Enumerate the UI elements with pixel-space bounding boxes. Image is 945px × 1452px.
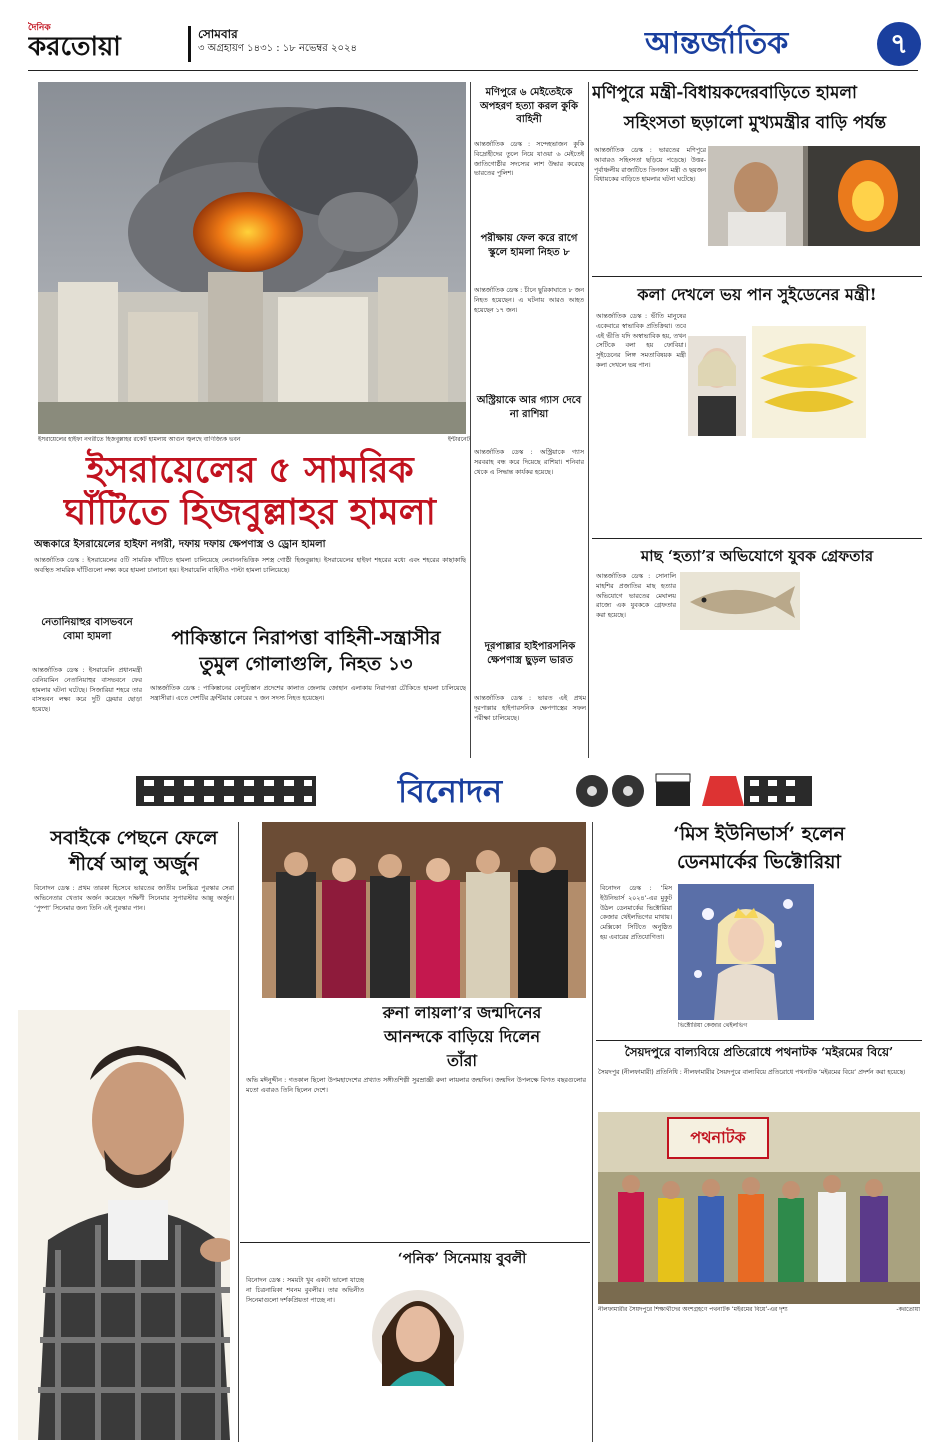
runa-title-line3: তাঁরা <box>446 1051 478 1070</box>
bubly-body-cont <box>470 1276 586 1436</box>
missile-body: আন্তর্জাতিক ডেস্ক : ভারত এই প্রথম দূরপাল্লার হাইপারসনিক ক্ষেপণাস্ত্রের সফল পরীক্ষা চালিয়েছে। <box>474 695 586 722</box>
lead-headline-line2: ঘাঁটিতে হিজবুল্লাহর হামলা <box>64 491 436 533</box>
lead-photo <box>38 82 466 434</box>
issue-date-text: ৩ অগ্রহায়ণ ১৪৩১ : ১৮ নভেম্বর ২০২৪ <box>198 43 357 55</box>
entertainment-banner <box>136 762 812 820</box>
issue-date <box>198 26 398 62</box>
miss-universe-body: বিনোদন ডেস্ক : ‘মিস ইউনিভার্স ২০২৪’-এর মুকুট উঠল ডেনমার্কের ভিক্টোরিয়া কেজার থেইলভিগের মাথায়। মেক্সিকো সিটিতে অনুষ্ঠিত হয় এবারের প্রতিযোগিতা। <box>600 885 672 941</box>
entertainment-label: বিনোদন <box>397 772 503 810</box>
bubly-body: বিনোদন ডেস্ক : সময়টা খুব একটা ভালো যাচ্ছে না চিত্রনায়িকা শবনম বুবলীর। তার অভিনীত সিনেমাগুলো দর্শকপ্রিয়তা পাচ্ছে না। <box>246 1277 364 1304</box>
bubly-photo <box>370 1276 466 1396</box>
column-rule-1 <box>470 82 471 758</box>
runa-body: অভি মঈনুদ্দীন : গতকাল ছিলো উপমহাদেশের প্রখ্যাত সঙ্গীতশিল্পী সুরম্রাজ্ঞী রুনা লায়লার জন্মদিন। জন্মদিন উপলক্ষে বিগত বছরগুলোর মতো এবারও তিনি ছিলেন দেশে। <box>246 1077 586 1094</box>
saidpur-caption: নীলফামারীর সৈয়দপুরে শিক্ষার্থীদের অংশগ্রহণে পথনাটক ‘মইরমের বিয়ে’-এর দৃশ্য <box>598 1306 788 1313</box>
miss-universe-title-line2: ডেনমার্কের ভিক্টোরিয়া <box>677 851 841 873</box>
lead-headline-line1: ইসরায়েলের ৫ সামরিক <box>86 449 414 491</box>
saidpur-title: সৈয়দপুরে বাল্যবিয়ে প্রতিরোধে পথনাটক ‘মইরমের বিয়ে’ <box>624 1045 894 1059</box>
manipur-main-title-line2: সহিংসতা ছড়ালো মুখ্যমন্ত্রীর বাড়ি পর্যন্ত <box>623 113 887 133</box>
column-rule-2 <box>588 82 589 758</box>
column-rule-3 <box>238 822 239 1442</box>
austria-body: আন্তর্জাতিক ডেস্ক : অস্ট্রিয়াকে গ্যাস সরবরাহ বন্ধ করে দিয়েছে রাশিয়া। শনিবার থেকে এ সিদ্ধান্ত কার্যকর হয়েছে। <box>474 449 584 476</box>
issue-day: সোমবার <box>198 27 238 41</box>
section-header <box>625 18 925 68</box>
miss-universe-photo <box>678 884 814 1020</box>
netanyahu-body: আন্তর্জাতিক ডেস্ক : ইসরায়েলি প্রধানমন্ত্রী বেনিয়ামিন নেতানিয়াহুর বাসভবনে ফের হামলার ঘটনা ঘটেছে। সিজারিয়া শহরে তার বাসভবন লক্ষ্য করে দুটি ফ্লেয়ার ছোড়া হয়েছে। <box>32 667 142 713</box>
miss-universe-body-cont <box>818 884 920 1032</box>
manipur-main-body: আন্তর্জাতিক ডেস্ক : ভারতের মণিপুরে আবারও সহিংসতা ছড়িয়ে পড়েছে। উত্তর-পূর্বাঞ্চলীয় রাজ্যটিতে তিনজন মন্ত্রী ও ছয়জন বিধায়কের বাড়িতে হামলার ঘটনা ঘটেছে। <box>594 147 706 184</box>
manipur-top-body: আন্তর্জাতিক ডেস্ক : সন্দেহভাজন কুকি বিদ্রোহীদের তুলে নিয়ে যাওয়া ৬ মেইতেই জাতিগোষ্ঠীর সদস্যের লাশ উদ্ধার করেছে ভারতের পুলিশ। <box>474 141 584 178</box>
runa-title-line2: আনন্দকে বাড়িয়ে দিলেন <box>383 1027 541 1046</box>
manipur-rule <box>592 276 922 277</box>
saidpur-body: সৈয়দপুর (নীলফামারী) প্রতিনিধি : নীলফামারীর সৈয়দপুরে বাল্যবিয়ে প্রতিরোধে পথনাটক ‘মইরমের বিয়ে’ প্রদর্শন করা হয়েছে। <box>598 1069 906 1076</box>
column-rule-4 <box>592 822 593 1442</box>
masthead-divider <box>188 26 191 62</box>
banana-rule <box>592 538 922 539</box>
lead-photo-credit: ইন্টারনেট <box>447 436 470 443</box>
allu-title-line1: সবাইকে পেছনে ফেলে <box>50 827 218 849</box>
fish-body-cont <box>804 572 920 722</box>
miss-universe-title-line1: ‘মিস ইউনিভার্স’ হলেন <box>673 823 845 845</box>
exam-title: পরীক্ষায় ফেল করে রাগে স্কুলে হামলা নিহত ৮ <box>480 233 578 258</box>
masthead-logo <box>28 22 183 66</box>
page-number: ৭ <box>877 22 921 66</box>
saidpur-banner-text: পথনাটক <box>690 1128 746 1147</box>
runa-photo <box>262 822 586 998</box>
fish-title: মাছ ‘হত্যা’র অভিযোগে যুবক গ্রেফতার <box>640 547 874 565</box>
allu-title-line2: শীর্ষে আলু অর্জুন <box>69 853 199 875</box>
fish-body: আন্তর্জাতিক ডেস্ক : সোনালি মাহশির প্রজাতির মাছ হত্যার অভিযোগে ভারতের মেঘালয় রাজ্যে এক যুবককে গ্রেফতার করা হয়েছে। <box>596 573 676 619</box>
pakistan-body: আন্তর্জাতিক ডেস্ক : পাকিস্তানের বেলুচিস্তান প্রদেশের কালাত জেলায় জোহান এলাকায় নিরাপত্তা চৌকিতে হামলা চালিয়েছে সন্ত্রাসীরা। এতে দেশটির ফ্রন্টিয়ার কোরের ৭ জন সদস্য নিহত হয়েছেন। <box>150 685 466 702</box>
banana-body-cont <box>868 326 920 532</box>
manipur-main-photo <box>708 146 920 246</box>
saidpur-body-cont <box>598 1320 920 1440</box>
austria-title: অস্ট্রিয়াকে আর গ্যাস দেবে না রাশিয়া <box>476 395 582 420</box>
manipur-main-title-line1: মণিপুরে মন্ত্রী-বিধায়কদেরবাড়িতে হামলা <box>592 83 857 103</box>
runa-title-line1: রুনা লায়লা’র জন্মদিনের <box>382 1003 542 1022</box>
netanyahu-title: নেতানিয়াহুর বাসভবনে বোমা হামলা <box>41 617 133 642</box>
logo-big-text: করতোয়া <box>28 32 121 63</box>
section-title: আন্তর্জাতিক <box>645 26 789 61</box>
fish-photo <box>680 572 800 630</box>
lead-subhead: অন্ধকারে ইসরায়েলের হাইফা নগরী, দফায় দফায় ক্ষেপণাস্ত্র ও ড্রোন হামলা <box>34 539 326 550</box>
manipur-top-title: মণিপুরে ৬ মেইতেইকে অপহরণ হত্যা করল কুকি বাহিনী <box>479 87 579 125</box>
banana-title: কলা দেখলে ভয় পান সুইডেনের মন্ত্রী! <box>637 285 877 304</box>
miss-universe-rule <box>596 1040 922 1041</box>
exam-body: আন্তর্জাতিক ডেস্ক : চীনে ছুরিকাঘাতে ৮ জন নিহত হয়েছেন। এ ঘটনায় আরও আহত হয়েছেন ১৭ জন। <box>474 287 584 314</box>
banana-photo <box>752 326 866 438</box>
pakistan-title-line1: পাকিস্তানে নিরাপত্তা বাহিনী-সন্ত্রাসীর <box>171 627 441 649</box>
missile-title: দূরপাল্লার হাইপারসনিক ক্ষেপণাস্ত্র ছুড়ল ভারত <box>484 641 576 666</box>
manipur-main-body-cont <box>708 248 920 270</box>
saidpur-credit: -করতোয়া <box>896 1306 920 1313</box>
allu-body-cont <box>130 1012 234 1138</box>
bubly-title: ‘পনিক’ সিনেমায় বুবলী <box>397 1251 527 1267</box>
logo-small-text: দৈনিক <box>28 23 51 33</box>
minister-photo <box>688 336 746 436</box>
header-rule <box>28 70 918 71</box>
lead-body: আন্তর্জাতিক ডেস্ক : ইসরায়েলের ৫টি সামরিক ঘাঁটিতে হামলা চালিয়েছে লেবাননভিত্তিক সশস্ত্র গোষ্ঠী হিজবুল্লাহ। ইসরায়েলের হাইফা শহরের মধ্যে এবং শহরের কাছাকাছি অবস্থিত সামরিক ঘাঁটিগুলো লক্ষ্য করে হামলা চালানো হয়। ইসরায়েলি বাহিনীও পাল্টা হামলা চালিয়েছে। <box>34 557 466 574</box>
lead-photo-caption: ইসরায়েলের হাইফা নগরীতে হিজবুল্লাহর রকেট হামলায় আগুন জ্বলছে বাণিজ্যিক ভবন <box>38 436 241 443</box>
runa-rule <box>240 1242 590 1243</box>
pakistan-title-line2: তুমুল গোলাগুলি, নিহত ১৩ <box>199 653 413 675</box>
saidpur-photo <box>598 1112 920 1304</box>
banana-body: আন্তর্জাতিক ডেস্ক : ভীতি মানুষের একেবারে স্বাভাবিক প্রতিক্রিয়া। তবে এই ভীতি যদি অস্বাভাবিক হয়, তখন সেটিকে বলা হয় ফোবিয়া। সুইডেনের লিঙ্গ সমতাবিষয়ক মন্ত্রী কলা দেখলে ভয় পান। <box>596 313 686 369</box>
allu-body: বিনোদন ডেস্ক : প্রথম তারকা হিসেবে ভারতের জাতীয় চলচ্চিত্র পুরস্কার সেরা অভিনেতার খেতাব অর্জন করেছেন দক্ষিণী সিনেমার সুপারস্টার আল্লু অর্জুন। ‘পুষ্পা’ সিনেমার জন্য তিনি এই পুরস্কার পান। <box>34 885 234 912</box>
miss-universe-caption: ভিক্টোরিয়া কেজার থেইলভিগ <box>678 1022 748 1029</box>
